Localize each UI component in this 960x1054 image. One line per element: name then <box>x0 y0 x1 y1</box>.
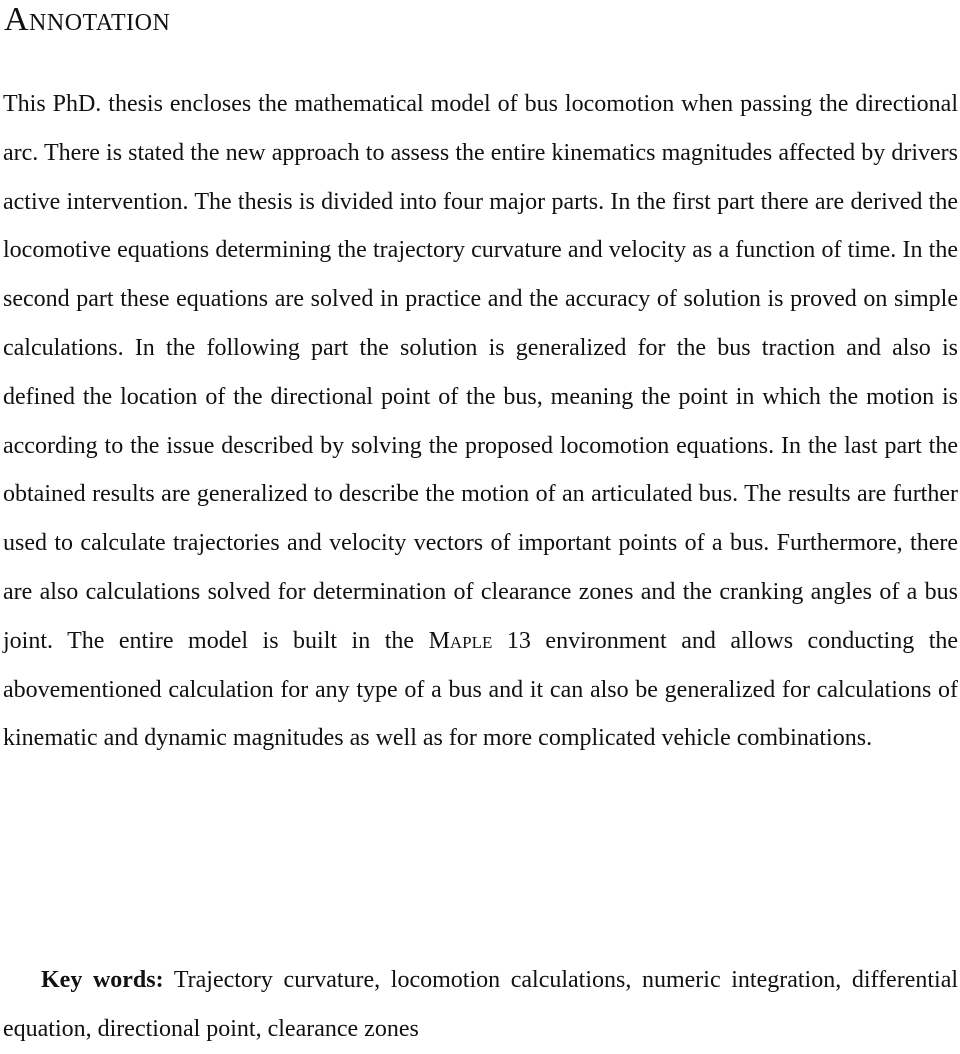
abstract-text-part-1: This PhD. thesis encloses the mathematical model of bus locomotion when passing the directional arc. There is stated the new approach to assess the entire kinematics magnitudes affected by drivers active intervention. The thesis is divided into four major parts. In the first part there are derived the locomotive equations determining the trajectory curvature and velocity as a function of time. In the second part these equations are solved in practice and the accuracy of solution is proved on simple calculations. In the following part the solution is generalized for the bus traction and also is defined the location of the directional point of the bus, meaning the point in which the motion is according to the issue described by solving the proposed locomotion equations. In the last part the obtained results are generalized to describe the motion of an articulated bus. The results are further used to calculate trajectories and velocity vectors of important points of a bus. Furthermore, there are also calculations solved for determination of clearance zones and the cranking angles of a bus joint. The entire model is built in the <box>3 91 958 654</box>
keywords-paragraph <box>3 956 958 1054</box>
abstract-text-part-2: 13 environment and allows conducting the abovementioned calculation for any type of a bus and it can also be generalized for calculations of kinematic and dynamic magnitudes as well as for more complicated vehicle combinations. <box>3 627 959 752</box>
keywords-text: Trajectory curvature, locomotion calculations, numeric integration, differential equation, directional point, clearance zones <box>3 967 959 1042</box>
keywords-label: Key words: <box>41 967 164 993</box>
section-heading: Annotation <box>4 1 171 38</box>
abstract-paragraph <box>3 80 958 763</box>
software-name: Maple <box>428 627 493 654</box>
